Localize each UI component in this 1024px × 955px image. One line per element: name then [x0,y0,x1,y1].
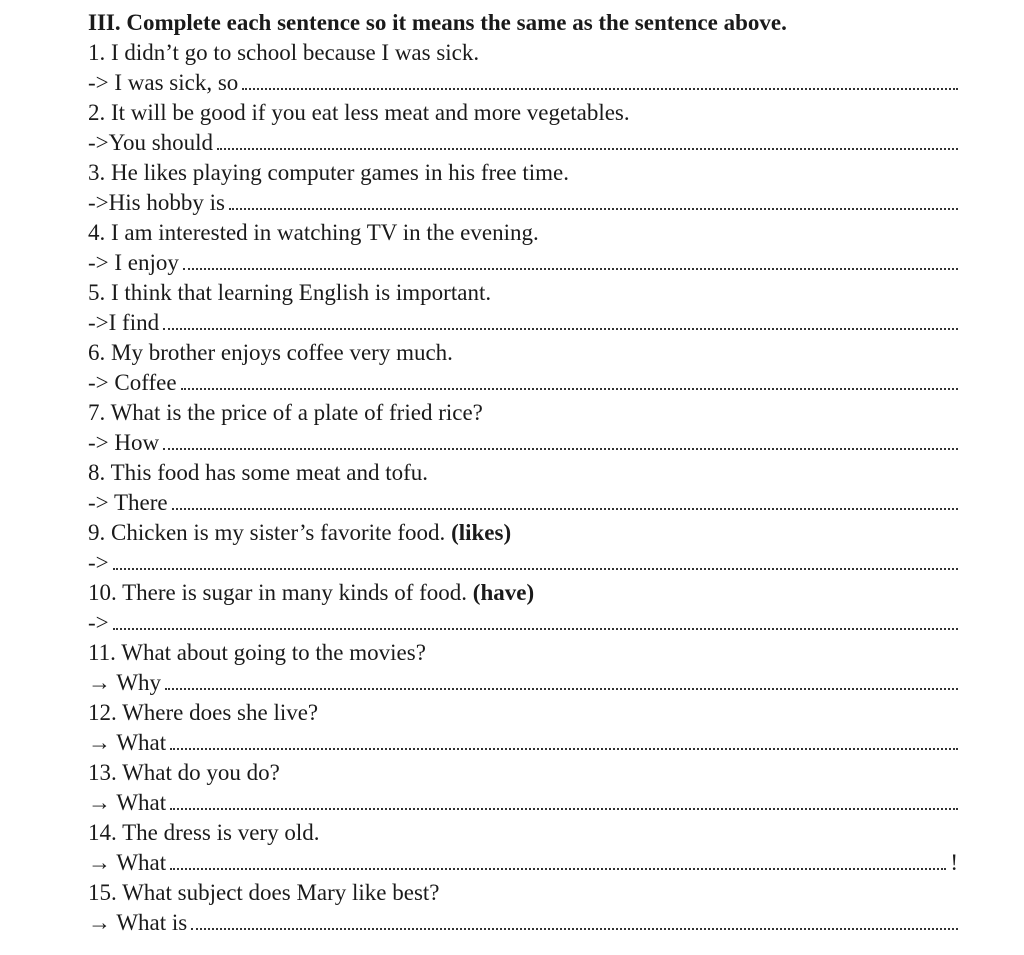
answer-10-blank[interactable] [113,608,958,630]
question-4 [88,218,958,248]
question-6-text: 6. My brother enjoys coffee very much. [88,340,453,365]
answer-13-prompt: → What [88,790,167,815]
answer-12-blank[interactable] [170,728,958,750]
question-2-text: 2. It will be good if you eat less meat and more vegetables. [88,100,630,125]
question-13-text: 13. What do you do? [88,760,280,785]
question-10-text: 10. There is sugar in many kinds of food. [88,580,468,605]
answer-4-prompt: -> I enjoy [88,250,179,275]
answer-3-prompt: ->His hobby is [88,190,225,215]
answer-line-5[interactable] [88,308,958,338]
question-7 [88,398,958,428]
question-9-text: 9. Chicken is my sister’s favorite food. [88,520,446,545]
answer-line-8[interactable] [88,488,958,518]
answer-2-prompt: ->You should [88,130,214,155]
answer-1-blank[interactable] [242,68,958,90]
answer-14-blank[interactable] [170,848,946,870]
question-12 [88,698,958,728]
answer-15-prompt: → What is [88,910,188,935]
answer-6-blank[interactable] [181,368,958,390]
exercise-sheet [88,8,958,938]
answer-15-blank[interactable] [191,908,958,930]
question-7-text: 7. What is the price of a plate of fried rice? [88,400,483,425]
question-9-hint: (likes) [451,520,512,545]
question-10-hint: (have) [472,580,535,605]
answer-line-11[interactable] [88,668,958,698]
question-10 [88,578,958,608]
answer-9-blank[interactable] [113,548,958,570]
question-11-text: 11. What about going to the movies? [88,640,426,665]
answer-14-prompt: → What [88,850,167,875]
question-8 [88,458,958,488]
answer-line-7[interactable] [88,428,958,458]
answer-1-prompt: -> I was sick, so [88,70,239,95]
answer-4-blank[interactable] [183,248,958,270]
answer-line-13[interactable] [88,788,958,818]
question-5 [88,278,958,308]
question-14-text: 14. The dress is very old. [88,820,320,845]
answer-11-prompt: → Why [88,670,162,695]
question-12-text: 12. Where does she live? [88,700,319,725]
answer-12-prompt: → What [88,730,167,755]
question-14 [88,818,958,848]
answer-9-prompt: -> [88,550,109,575]
question-15-text: 15. What subject does Mary like best? [88,880,440,905]
question-2 [88,98,958,128]
exercise-heading: III. Complete each sentence so it means the same as the sentence above. [88,10,787,35]
answer-11-blank[interactable] [165,668,958,690]
answer-8-prompt: -> There [88,490,168,515]
answer-3-blank[interactable] [229,188,958,210]
answer-10-prompt: -> [88,610,109,635]
answer-14-exclamation: ! [950,850,958,875]
answer-line-6[interactable] [88,368,958,398]
answer-line-2[interactable] [88,128,958,158]
answer-8-blank[interactable] [172,488,958,510]
answer-line-14[interactable] [88,848,958,878]
answer-line-1[interactable] [88,68,958,98]
answer-2-blank[interactable] [217,128,958,150]
answer-6-prompt: -> Coffee [88,370,177,395]
answer-7-prompt: -> How [88,430,160,455]
answer-line-3[interactable] [88,188,958,218]
answer-5-blank[interactable] [163,308,958,330]
answer-line-12[interactable] [88,728,958,758]
question-15 [88,878,958,908]
question-13 [88,758,958,788]
question-1 [88,38,958,68]
question-11 [88,638,958,668]
answer-5-prompt: ->I find [88,310,160,335]
question-3 [88,158,958,188]
answer-7-blank[interactable] [163,428,958,450]
answer-line-15[interactable] [88,908,958,938]
answer-line-10[interactable] [88,608,958,638]
answer-line-9[interactable] [88,548,958,578]
question-4-text: 4. I am interested in watching TV in the evening. [88,220,539,245]
question-8-text: 8. This food has some meat and tofu. [88,460,429,485]
answer-13-blank[interactable] [170,788,958,810]
question-5-text: 5. I think that learning English is important. [88,280,492,305]
question-6 [88,338,958,368]
question-9 [88,518,958,548]
question-1-text: 1. I didn’t go to school because I was sick. [88,40,480,65]
answer-line-4[interactable] [88,248,958,278]
question-3-text: 3. He likes playing computer games in his free time. [88,160,569,185]
